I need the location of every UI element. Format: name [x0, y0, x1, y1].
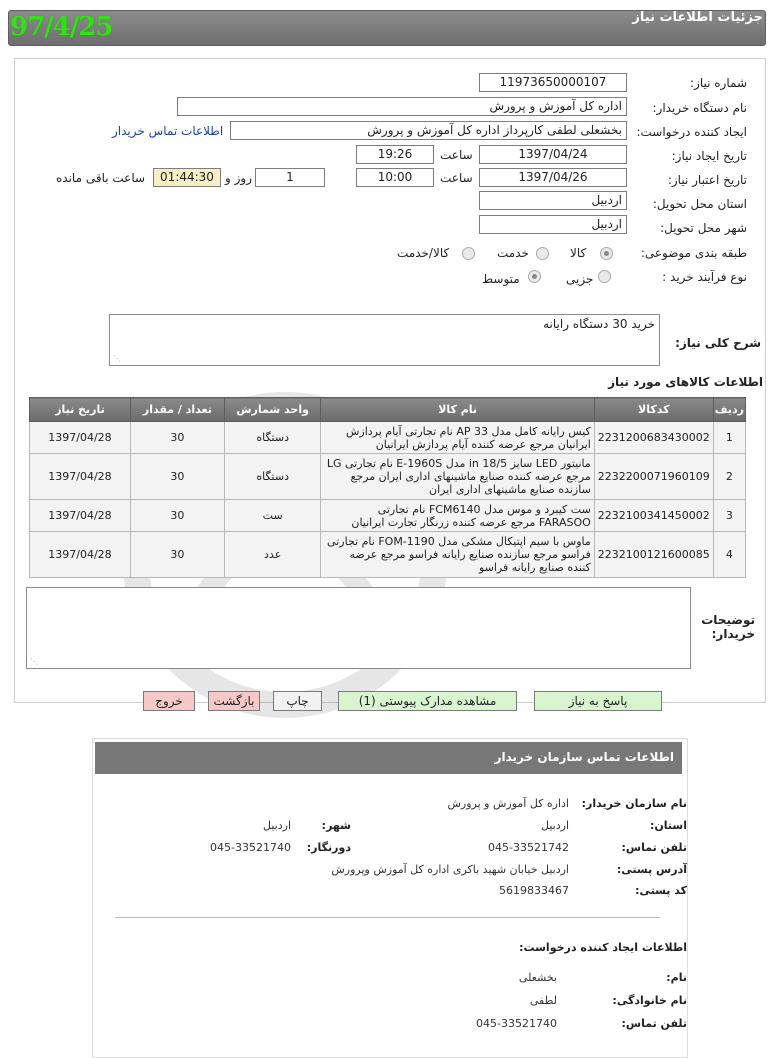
requester-last-name-label: نام خانوادگی: [612, 994, 687, 1007]
date-stamp: 97/4/25 [10, 12, 113, 42]
contact-province-value: اردبیل [541, 819, 569, 832]
cell-unit: عدد [224, 532, 321, 578]
contact-fax-value: 045-33521740 [210, 841, 291, 854]
reply-button[interactable]: پاسخ به نیاز [534, 691, 662, 711]
cell-date: 1397/04/28 [30, 500, 131, 532]
cell-unit: دستگاه [224, 422, 321, 454]
cell-unit: ست [224, 500, 321, 532]
province-label: استان محل تحویل: [652, 197, 747, 211]
created-date-field: 1397/04/24 [479, 145, 627, 164]
buyer-notes-label: توضیحات خریدار: [701, 613, 755, 641]
cell-qty: 30 [130, 422, 224, 454]
column-header: تاریخ نیاز [30, 398, 131, 422]
contact-card [92, 738, 688, 1058]
contact-fax-label: دورنگار: [306, 841, 351, 854]
validity-label: تاریخ اعتبار نیاز: [667, 173, 747, 187]
cell-name: ماوس با سیم اپتیکال مشکی مدل FOM-1190 نام تجارتی فراسو مرجع سازنده صنایع رایانه فراسو مرجع عرضه کننده صنایع رایانه فراسو [321, 532, 594, 578]
remaining-time-field: 01:44:30 [153, 168, 221, 187]
description-text: خرید 30 دستگاه رایانه [543, 317, 655, 331]
table-row [30, 500, 746, 532]
column-header: تعداد / مقدار [130, 398, 224, 422]
items-section-title: اطلاعات کالاهای مورد نیاز [608, 375, 763, 389]
attachments-button[interactable]: مشاهده مدارک پیوستی (1) [338, 691, 517, 711]
process-radio-medium[interactable] [528, 270, 541, 283]
contact-phone-label: تلفن تماس: [621, 841, 687, 854]
cell-code: 2232100341450002 [594, 500, 713, 532]
column-header: کدکالا [594, 398, 713, 422]
cell-qty: 30 [130, 500, 224, 532]
created-time-label: ساعت [440, 148, 473, 162]
items-table [29, 397, 746, 578]
category-option-goods: کالا [570, 246, 587, 260]
city-field: اردبیل [479, 215, 627, 234]
category-radio-goods[interactable] [600, 247, 613, 260]
cell-index: 2 [713, 454, 745, 500]
province-field: اردبیل [479, 191, 627, 210]
back-button[interactable]: بازگشت [208, 691, 260, 711]
cell-index: 1 [713, 422, 745, 454]
need-number-field: 11973650000107 [479, 73, 627, 92]
cell-code: 2231200683430002 [594, 422, 713, 454]
requester-phone-label: تلفن تماس: [621, 1017, 687, 1030]
validity-date-field: 1397/04/26 [479, 168, 627, 187]
column-header: ردیف [713, 398, 745, 422]
cell-name: ست کیبرد و موس مدل FCM6140 نام تجارتی FARASOO مرجع عرضه کننده زرنگار تجارت ایرانیان [321, 500, 594, 532]
requester-label: ایجاد کننده درخواست: [636, 125, 747, 139]
cell-name: مانیتور LED سایز 18/5 in مدل E-1960S نام تجارتی LG مرجع عرضه کننده صنایع ماشینهای اداری ایران مرجع سازنده صنایع ماشینهای اداری ایران [321, 454, 594, 500]
requester-last-name-value: لطفی [529, 994, 557, 1007]
contact-card-header [95, 742, 682, 774]
requester-first-name-value: بخشعلی [518, 971, 557, 984]
requester-first-name-label: نام: [666, 971, 687, 984]
cell-date: 1397/04/28 [30, 422, 131, 454]
resize-handle-icon[interactable]: ⋰ [30, 657, 38, 666]
requester-field: بخشعلی لطفی کارپرداز اداره کل آموزش و پرورش [230, 121, 627, 140]
resize-handle-icon[interactable]: ⋰ [113, 354, 121, 363]
column-header: نام کالا [321, 398, 594, 422]
buyer-contact-link[interactable]: اطلاعات تماس خریدار [112, 124, 224, 138]
process-option-minor: جزیی [566, 272, 594, 286]
contact-address-value: اردبیل خیابان شهید باکری اداره کل آموزش وپرورش [331, 863, 569, 876]
items-header-row [30, 398, 746, 422]
cell-date: 1397/04/28 [30, 532, 131, 578]
category-option-service: خدمت [497, 246, 529, 260]
cell-unit: دستگاه [224, 454, 321, 500]
city-label: شهر محل تحویل: [660, 221, 747, 235]
cell-qty: 30 [130, 532, 224, 578]
contact-postal-label: کد پستی: [635, 884, 687, 897]
items-table-wrapper [29, 397, 746, 578]
requester-info-title: اطلاعات ایجاد کننده درخواست: [519, 941, 687, 954]
contact-address-label: آدرس پستی: [616, 863, 687, 876]
description-label: شرح کلی نیاز: [675, 336, 761, 350]
column-header: واحد شمارش [224, 398, 321, 422]
validity-time-label: ساعت [440, 171, 473, 185]
cell-code: 2232200071960109 [594, 454, 713, 500]
cell-qty: 30 [130, 454, 224, 500]
buyer-org-label: نام دستگاه خریدار: [652, 101, 747, 115]
category-radio-service[interactable] [536, 247, 549, 260]
table-row [30, 532, 746, 578]
cell-name: کیس رایانه کامل مدل AP 33 نام تجارتی آیام پردازش ایرانیان مرجع عرضه کننده آیام پردازش ایرانیان [321, 422, 594, 454]
contact-org-value: اداره کل آموزش و پرورش [447, 797, 569, 810]
requester-phone-value: 045-33521740 [476, 1017, 557, 1030]
category-option-both: کالا/خدمت [397, 246, 450, 260]
buyer-org-field: اداره کل آموزش و پرورش [177, 97, 627, 116]
print-button[interactable]: چاپ [273, 691, 322, 711]
contact-city-label: شهر: [321, 819, 351, 832]
contact-org-label: نام سازمان خریدار: [581, 797, 687, 810]
exit-button[interactable]: خروج [143, 691, 195, 711]
validity-time-field: 10:00 [356, 168, 434, 187]
contact-postal-value: 5619833467 [499, 884, 569, 897]
contact-divider [115, 917, 660, 918]
days-field: 1 [255, 168, 325, 187]
created-label: تاریخ ایجاد نیاز: [671, 149, 747, 163]
process-option-medium: متوسط [482, 272, 520, 286]
category-label: طبقه بندی موضوعی: [640, 246, 747, 260]
need-number-label: شماره نیاز: [690, 76, 747, 90]
cell-index: 4 [713, 532, 745, 578]
created-time-field: 19:26 [356, 145, 434, 164]
cell-date: 1397/04/28 [30, 454, 131, 500]
buyer-notes-textarea[interactable] [26, 587, 691, 669]
remaining-label: ساعت باقی مانده [56, 171, 146, 185]
description-textarea[interactable] [109, 314, 660, 366]
process-label: نوع فرآیند خرید : [662, 270, 747, 284]
contact-city-value: اردبیل [263, 819, 291, 832]
cell-code: 2232100121600085 [594, 532, 713, 578]
contact-phone-value: 045-33521742 [488, 841, 569, 854]
cell-index: 3 [713, 500, 745, 532]
page-title: جزئیات اطلاعات نیاز [632, 10, 763, 25]
contact-card-title: اطلاعات تماس سازمان خریدار [494, 750, 674, 764]
day-label: روز و [225, 171, 252, 185]
table-row [30, 422, 746, 454]
table-row [30, 454, 746, 500]
category-radio-both[interactable] [462, 247, 475, 260]
process-radio-minor[interactable] [598, 270, 611, 283]
contact-province-label: استان: [650, 819, 687, 832]
